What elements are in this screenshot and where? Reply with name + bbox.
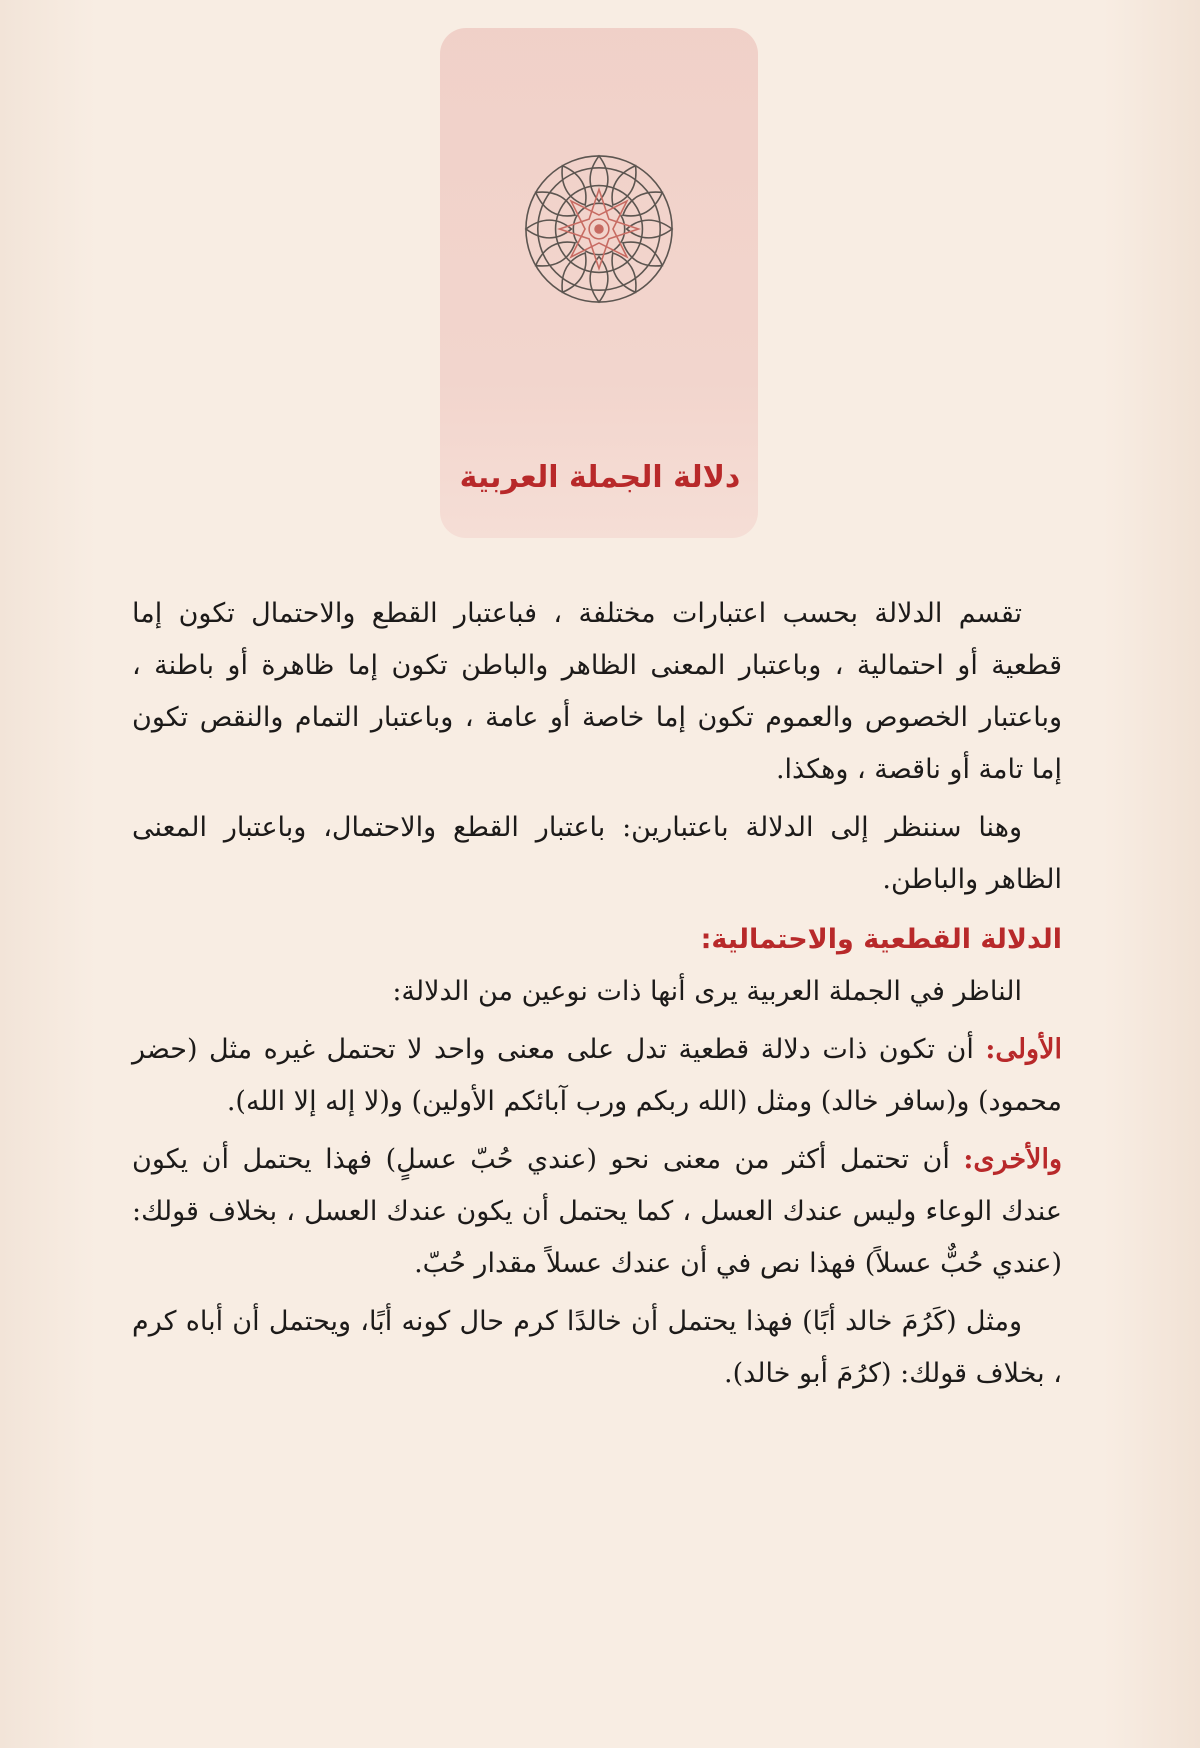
first-type-term: الأولى: bbox=[985, 1034, 1062, 1065]
section-heading: الدلالة القطعية والاحتمالية: bbox=[700, 924, 1062, 955]
paragraph-observer: الناظر في الجملة العربية يرى أنها ذات نوعين من الدلالة: bbox=[392, 976, 1022, 1007]
paragraph-intro: تقسم الدلالة بحسب اعتبارات مختلفة ، فباعتبار القطع والاحتمال تكون إما قطعية أو احتمالية ، وباعتبار المعنى الظاهر والباطن تكون إما ظاهرة أو باطنة ، وباعتبار الخصوص والعموم تكون إما خاصة أو عامة ، وباعتبار التمام والنقص تكون إما تامة أو ناقصة ، وهكذا. bbox=[132, 598, 1062, 785]
first-type-text: أن تكون ذات دلالة قطعية تدل على معنى واحد لا تحتمل غيره مثل (حضر محمود) و(سافر خالد) ومثل (الله ربكم ورب آبائكم الأولين) و(لا إله إلا الله). bbox=[132, 1034, 1062, 1117]
chapter-title: دلالة الجملة العربية bbox=[459, 460, 741, 495]
rosette-ornament-icon bbox=[520, 150, 678, 308]
paragraph-example: ومثل (كَرُمَ خالد أبًا) فهذا يحتمل أن خالدًا كرم حال كونه أبًا، ويحتمل أن أباه كرم ، بخلاف قولك: (كرُمَ أبو خالد). bbox=[132, 1306, 1062, 1389]
second-type-text: أن تحتمل أكثر من معنى نحو (عندي حُبّ عسلٍ) فهذا يحتمل أن يكون عندك الوعاء وليس عندك العسل ، كما يحتمل أن يكون عندك العسل ، بخلاف قولك: (عندي حُبٌّ عسلاً) فهذا نص في أن عندك عسلاً مقدار حُبّ. bbox=[132, 1144, 1062, 1279]
second-type-term: والأخرى: bbox=[963, 1144, 1062, 1175]
paragraph-second-type bbox=[132, 1134, 1062, 1290]
paragraph-first-type bbox=[132, 1024, 1062, 1128]
paragraph-two-aspects: وهنا سننظر إلى الدلالة باعتبارين: باعتبار القطع والاحتمال، وباعتبار المعنى الظاهر والباطن. bbox=[132, 812, 1062, 895]
body-text bbox=[132, 588, 1062, 1406]
